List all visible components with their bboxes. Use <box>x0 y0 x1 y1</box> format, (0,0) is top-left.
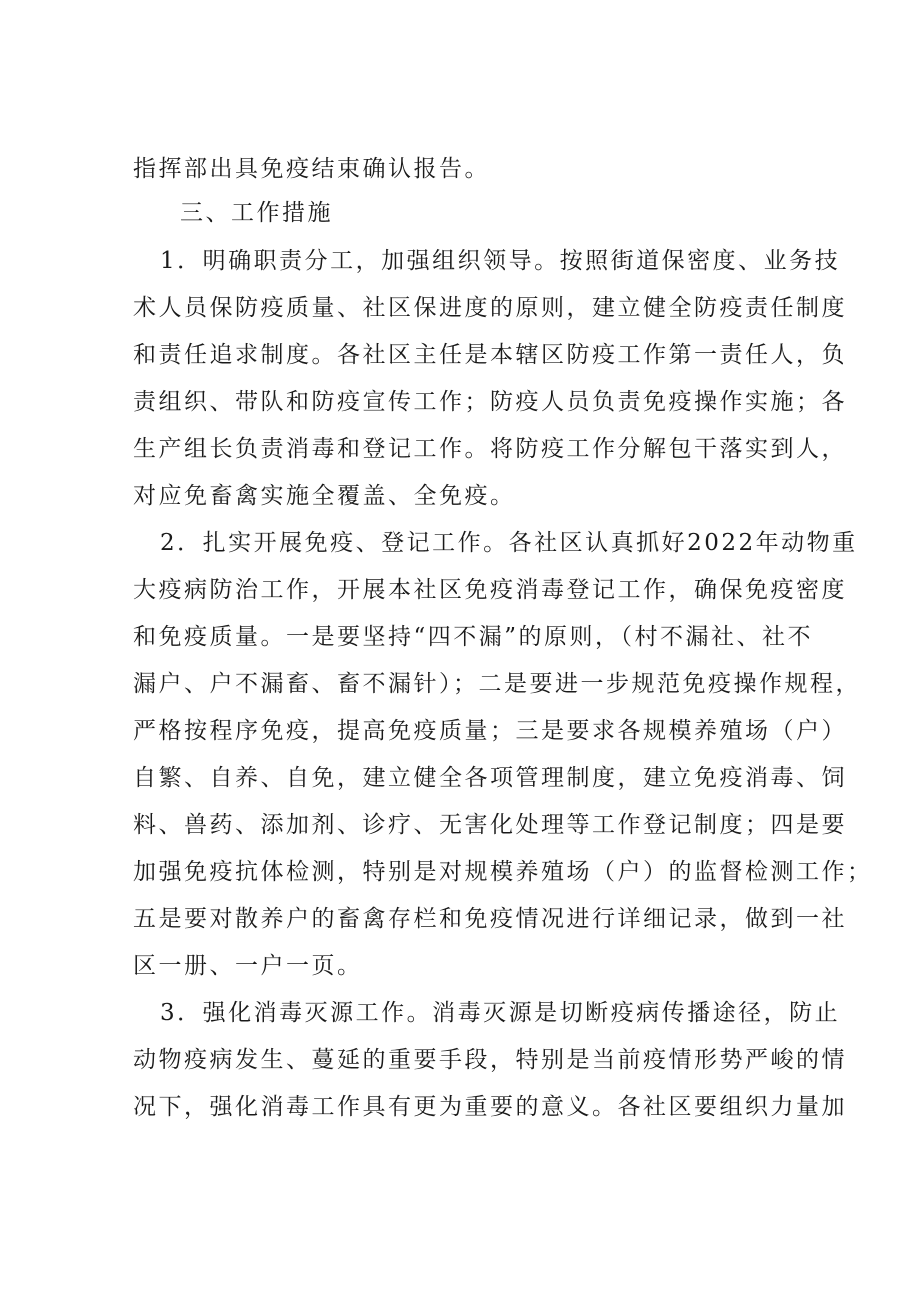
paragraph-2-line: 五是要对散养户的畜禽存栏和免疫情况进行详细记录，做到一社 <box>133 906 847 932</box>
paragraph-1-line: 责组织、带队和防疫宣传工作；防疫人员负责免疫操作实施；各 <box>133 389 847 415</box>
paragraph-1-line: 和责任追求制度。各社区主任是本辖区防疫工作第一责任人，负 <box>133 342 847 368</box>
paragraph-2-line: 料、兽药、添加剂、诊疗、无害化处理等工作登记制度；四是要 <box>133 812 847 838</box>
paragraph-2-line: 2．扎实开展免疫、登记工作。各社区认真抓好2022年动物重 <box>160 530 858 556</box>
paragraph-2-line: 区一册、一户一页。 <box>133 953 363 979</box>
paragraph-2-line: 大疫病防治工作，开展本社区免疫消毒登记工作，确保免疫密度 <box>133 577 847 603</box>
paragraph-3-line: 况下，强化消毒工作具有更为重要的意义。各社区要组织力量加 <box>133 1094 847 1120</box>
paragraph-3-line: 3．强化消毒灭源工作。消毒灭源是切断疫病传播途径，防止 <box>160 1000 841 1026</box>
paragraph-2-line: 和免疫质量。一是要坚持“四不漏”的原则，（村不漏社、社不 <box>133 624 814 650</box>
paragraph-1-line: 生产组长负责消毒和登记工作。将防疫工作分解包干落实到人， <box>133 436 847 462</box>
continuation-text: 指挥部出具免疫结束确认报告。 <box>133 156 490 182</box>
paragraph-2-line: 加强免疫抗体检测，特别是对规模养殖场（户）的监督检测工作； <box>133 859 873 885</box>
paragraph-3-line: 动物疫病发生、蔓延的重要手段，特别是当前疫情形势严峻的情 <box>133 1047 847 1073</box>
paragraph-1-line: 术人员保防疫质量、社区保进度的原则，建立健全防疫责任制度 <box>133 295 847 321</box>
paragraph-1-line: 对应免畜禽实施全覆盖、全免疫。 <box>133 483 516 509</box>
paragraph-2-line: 漏户、户不漏畜、畜不漏针）；二是要进一步规范免疫操作规程， <box>133 671 861 697</box>
paragraph-2-line: 严格按程序免疫，提高免疫质量；三是要求各规模养殖场（户） <box>133 718 847 744</box>
paragraph-1-line: 1．明确职责分工，加强组织领导。按照街道保密度、业务技 <box>160 248 841 274</box>
paragraph-2-line: 自繁、自养、自免，建立健全各项管理制度，建立免疫消毒、饲 <box>133 765 847 791</box>
section-heading: 三、工作措施 <box>180 200 333 226</box>
